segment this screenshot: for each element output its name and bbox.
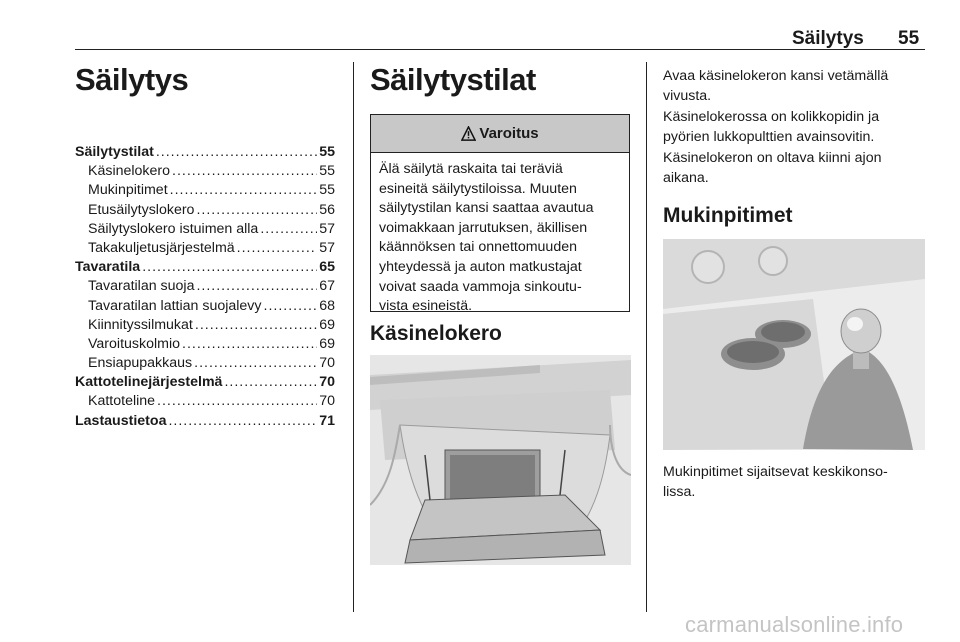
toc-entry-label: Takakuljetusjärjestelmä (88, 239, 235, 256)
paragraph-keep-closed (663, 149, 881, 188)
toc-entry-label: Varoituskolmio (88, 335, 180, 352)
text-line: Käsinelokerossa on kolikkopidin ja (663, 109, 880, 125)
text-line: Avaa käsinelokeron kansi vetämällä (663, 68, 889, 84)
toc-entry-page: 56 (319, 201, 335, 218)
table-of-contents (75, 144, 335, 432)
warning-header (371, 115, 629, 153)
toc-entry-label: Käsinelokero (88, 163, 171, 180)
toc-leader-dots (170, 182, 318, 198)
toc-entry-page: 55 (319, 182, 335, 199)
toc-entry-label: Säilytystilat (75, 144, 154, 160)
warning-line: Älä säilytä raskaita tai teräviä (379, 161, 563, 177)
toc-entry-page: 55 (319, 163, 335, 180)
page-number: 55 (898, 28, 920, 49)
toc-entry[interactable] (75, 163, 335, 182)
warning-line: voivat saada vammoja sinkoutu- (379, 278, 582, 295)
toc-entry-page: 65 (319, 259, 335, 276)
toc-entry-main[interactable] (75, 374, 335, 393)
toc-entry-label: Kattoteline (88, 393, 156, 410)
toc-entry[interactable] (75, 278, 335, 297)
toc-leader-dots (196, 202, 317, 218)
toc-entry-main[interactable] (75, 413, 335, 432)
toc-entry-page: 57 (319, 220, 335, 237)
toc-entry-label: Etusäilytyslokero (88, 201, 195, 218)
toc-leader-dots (224, 374, 317, 390)
toc-leader-dots (260, 221, 317, 237)
column-divider-left (353, 62, 354, 612)
running-header-title: Säilytys (792, 28, 864, 49)
cupholder-illustration (663, 239, 925, 450)
section-title: Säilytystilat (370, 62, 536, 97)
toc-entry-label: Kiinnityssilmukat (88, 316, 193, 333)
warning-line: säilytystilan kansi saattaa avautua (379, 200, 594, 217)
toc-entry-page: 70 (319, 374, 335, 391)
glovebox-heading: Käsinelokero (370, 322, 502, 345)
warning-line: voimakkaan jarrutuksen, äkillisen (379, 219, 588, 236)
warning-box (370, 114, 630, 315)
toc-entry-label: Säilytyslokero istuimen alla (88, 220, 259, 237)
text-line: lissa. (663, 483, 696, 500)
toc-entry[interactable] (75, 221, 335, 240)
column-divider-right (646, 62, 647, 612)
watermark: carmanualsonline.info (685, 612, 904, 637)
toc-leader-dots (142, 259, 317, 275)
toc-leader-dots (156, 144, 317, 160)
toc-entry-page: 71 (319, 412, 335, 429)
header-rule (75, 49, 925, 50)
toc-entry-label: Tavaratilan lattian suojalevy (88, 297, 262, 314)
cupholders-caption (663, 463, 888, 502)
toc-leader-dots (182, 336, 317, 352)
toc-entry-page: 57 (319, 239, 335, 256)
toc-entry[interactable] (75, 336, 335, 355)
toc-leader-dots (264, 298, 318, 314)
toc-entry-page: 70 (319, 393, 335, 410)
toc-entry[interactable] (75, 298, 335, 317)
toc-entry[interactable] (75, 240, 335, 259)
cupholders-heading: Mukinpitimet (663, 204, 793, 227)
warning-line: esineitä säilytystiloissa. Muuten (379, 180, 577, 197)
toc-leader-dots (157, 393, 317, 409)
toc-entry-label: Tavaratila (75, 259, 141, 276)
text-line: Mukinpitimet sijaitsevat keskikonso- (663, 464, 888, 480)
text-line: Käsinelokeron on oltava kiinni ajon (663, 150, 882, 166)
warning-line: käännöksen tai onnettomuuden (379, 239, 577, 256)
toc-entry-page: 67 (319, 278, 335, 295)
toc-entry[interactable] (75, 182, 335, 201)
chapter-title: Säilytys (75, 62, 189, 97)
toc-entry-label: Mukinpitimet (88, 182, 168, 199)
toc-entry-label: Tavaratilan suoja (88, 278, 195, 295)
glovebox-illustration (370, 355, 631, 565)
toc-leader-dots (172, 163, 317, 179)
toc-leader-dots (194, 355, 317, 371)
toc-entry-label: Kattotelinejärjestelmä (75, 374, 223, 391)
warning-triangle-icon (461, 126, 476, 141)
toc-entry-page: 68 (319, 297, 335, 314)
text-line: pyörien lukkopulttien avainsovitin. (663, 128, 875, 145)
toc-entry[interactable] (75, 355, 335, 374)
toc-entry-page: 69 (319, 316, 335, 333)
toc-entry-label: Ensiapupakkaus (88, 355, 193, 372)
text-line: vivusta. (663, 87, 712, 104)
toc-entry-main[interactable] (75, 144, 335, 163)
warning-heading: Varoitus (479, 125, 539, 142)
toc-leader-dots (168, 413, 317, 429)
text-line: aikana. (663, 169, 709, 186)
warning-line: vista esineistä. (379, 298, 473, 315)
toc-entry-page: 69 (319, 335, 335, 352)
toc-entry-main[interactable] (75, 259, 335, 278)
toc-entry-page: 70 (319, 355, 335, 372)
toc-entry[interactable] (75, 202, 335, 221)
toc-leader-dots (196, 278, 317, 294)
paragraph-coin-holder (663, 108, 879, 147)
toc-entry[interactable] (75, 393, 335, 412)
warning-line: yhteydessä ja auton matkustajat (379, 258, 582, 275)
toc-leader-dots (237, 240, 318, 256)
toc-leader-dots (195, 317, 317, 333)
paragraph-open-glovebox (663, 67, 888, 106)
warning-text (371, 153, 629, 324)
toc-entry-page: 55 (319, 144, 335, 160)
toc-entry-label: Lastaustietoa (75, 412, 167, 429)
toc-entry[interactable] (75, 317, 335, 336)
